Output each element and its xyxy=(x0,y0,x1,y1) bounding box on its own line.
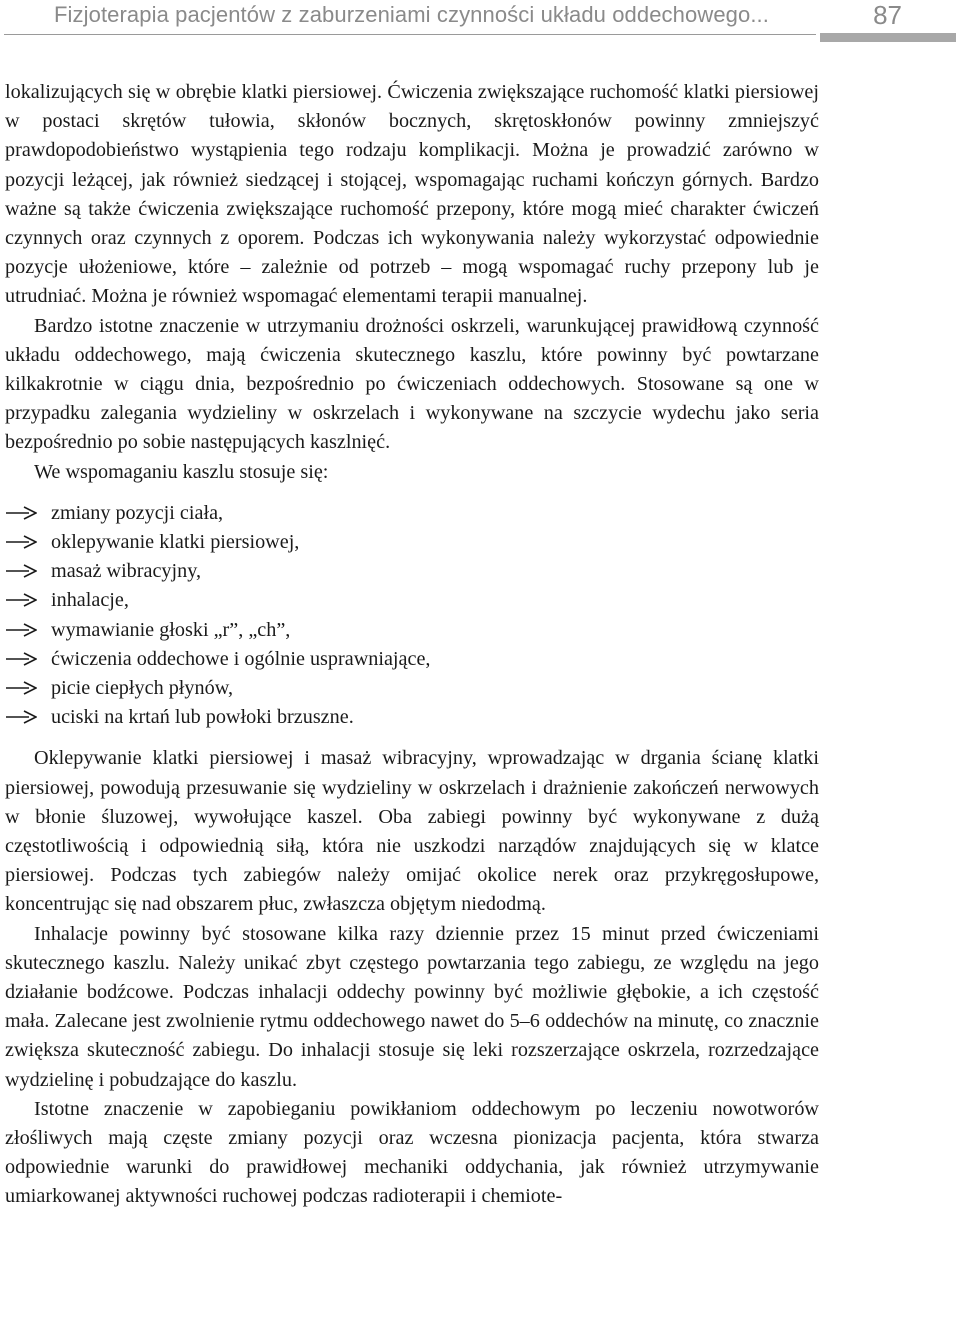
list-item xyxy=(5,557,819,586)
arrow-right-icon xyxy=(5,505,37,521)
list-item xyxy=(5,616,819,645)
arrow-right-icon xyxy=(5,592,37,608)
arrow-right-icon xyxy=(5,622,37,638)
body-text xyxy=(5,78,819,1212)
list-item xyxy=(5,645,819,674)
list-item-text: picie ciepłych płynów, xyxy=(51,676,234,699)
list-item xyxy=(5,586,819,615)
arrow-right-icon xyxy=(5,563,37,579)
list-item xyxy=(5,703,819,732)
list-item xyxy=(5,499,819,528)
arrow-right-icon xyxy=(5,680,37,696)
arrow-right-icon xyxy=(5,709,37,725)
list-item-text: masaż wibracyjny, xyxy=(51,560,202,583)
list-item xyxy=(5,528,819,557)
page-number: 87 xyxy=(873,0,902,30)
list-item-text: inhalacje, xyxy=(51,589,129,612)
paragraph: Inhalacje powinny być stosowane kilka razy dziennie przez 15 minut przed ćwiczeniami skutecznego kaszlu. Należy unikać zbyt częstego powtarzania tego zabiegu, ze względu na jego działanie bodźcowe. Podczas inhalacji oddechy powinny być możliwie głębokie, a ich częstość mała. Zalecane jest zwolnienie rytmu oddechowego nawet do 5–6 oddechów na minutę, co znacznie zwiększa skuteczność zabiegu. Do inhalacji stosuje się leki rozszerzające oskrzela, rozrzedzające wydzielinę i pobudzające do kaszlu. xyxy=(5,922,819,1091)
list-item-text: zmiany pozycji ciała, xyxy=(51,501,224,524)
list-item xyxy=(5,674,819,703)
paragraph: lokalizujących się w obrębie klatki piersiowej. Ćwiczenia zwiększające ruchomość klatki piersiowej w postaci skrętów tułowia, skłonów bocznych, skrętoskłonów powinny zmniejszyć prawdopodobieństwo wystąpienia tego rodzaju komplikacji. Można je prowadzić zarówno w pozycji leżącej, jak również siedzącej i stojącej, wspomagając ruchami kończyn górnych. Bardzo ważne są także ćwiczenia zwiększające ruchomość przepony, które mogą mieć charakter ćwiczeń czynnych oraz czynnych z oporem. Podczas ich wykonywania należy wykorzystać odpowiednie pozycje ułożeniowe, które – zależnie od potrzeb – mogą wspomagać ruchy przepony lub je utrudniać. Można je również wspomagać elementami terapii manualnej. xyxy=(5,81,819,308)
list-item-text: oklepywanie klatki piersiowej, xyxy=(51,531,300,554)
list-item-text: ćwiczenia oddechowe i ogólnie usprawniające, xyxy=(51,647,431,670)
paragraph: We wspomaganiu kaszlu stosuje się: xyxy=(34,460,329,483)
bullet-list xyxy=(5,499,819,733)
arrow-right-icon xyxy=(5,534,37,550)
running-header xyxy=(0,0,960,44)
paragraph: Istotne znaczenie w zapobieganiu powikłaniom oddechowym po leczeniu nowotworów złośliwych mają częste zmiany pozycji oraz wczesna pionizacja pacjenta, która stwarza odpowiednie warunki do prawidłowej mechaniki oddychania, jak również utrzymywanie umiarkowanej aktywności ruchowej podczas radioterapii i chemiote- xyxy=(5,1097,819,1208)
header-block xyxy=(820,33,956,42)
header-rule xyxy=(4,34,816,35)
arrow-right-icon xyxy=(5,651,37,667)
paragraph: Bardzo istotne znaczenie w utrzymaniu drożności oskrzeli, warunkującej prawidłową czynność układu oddechowego, mają ćwiczenia skutecznego kaszlu, które powinny być powtarzane kilkakrotnie w ciągu dnia, bezpośrednio po ćwiczeniach oddechowych. Stosowane są one w przypadku zalegania wydzieliny w oskrzelach i wykonywane na szczycie wydechu jako seria bezpośrednio po sobie następujących kaszlnięć. xyxy=(5,314,819,454)
list-item-text: uciski na krtań lub powłoki brzuszne. xyxy=(51,706,354,729)
running-title: Fizjoterapia pacjentów z zaburzeniami czynności układu oddechowego... xyxy=(54,2,769,27)
paragraph: Oklepywanie klatki piersiowej i masaż wibracyjny, wprowadzając w drgania ścianę klatki piersiowej, powodują przesuwanie się wydzieliny w oskrzelach i drażnienie zakończeń nerwowych w błonie śluzowej, wywołujące kaszel. Oba zabiegi powinny być wykonywane z dużą częstotliwością i odpowiednią siłą, która nie uszkodzi narządów znajdujących się w klatce piersiowej. Podczas tych zabiegów należy omijać okolice nerek oraz przykręgosłupowe, koncentrując się nad obszarem płuc, zwłaszcza objętym niedodmą. xyxy=(5,747,819,916)
list-item-text: wymawianie głoski „r”, „ch”, xyxy=(51,618,291,641)
